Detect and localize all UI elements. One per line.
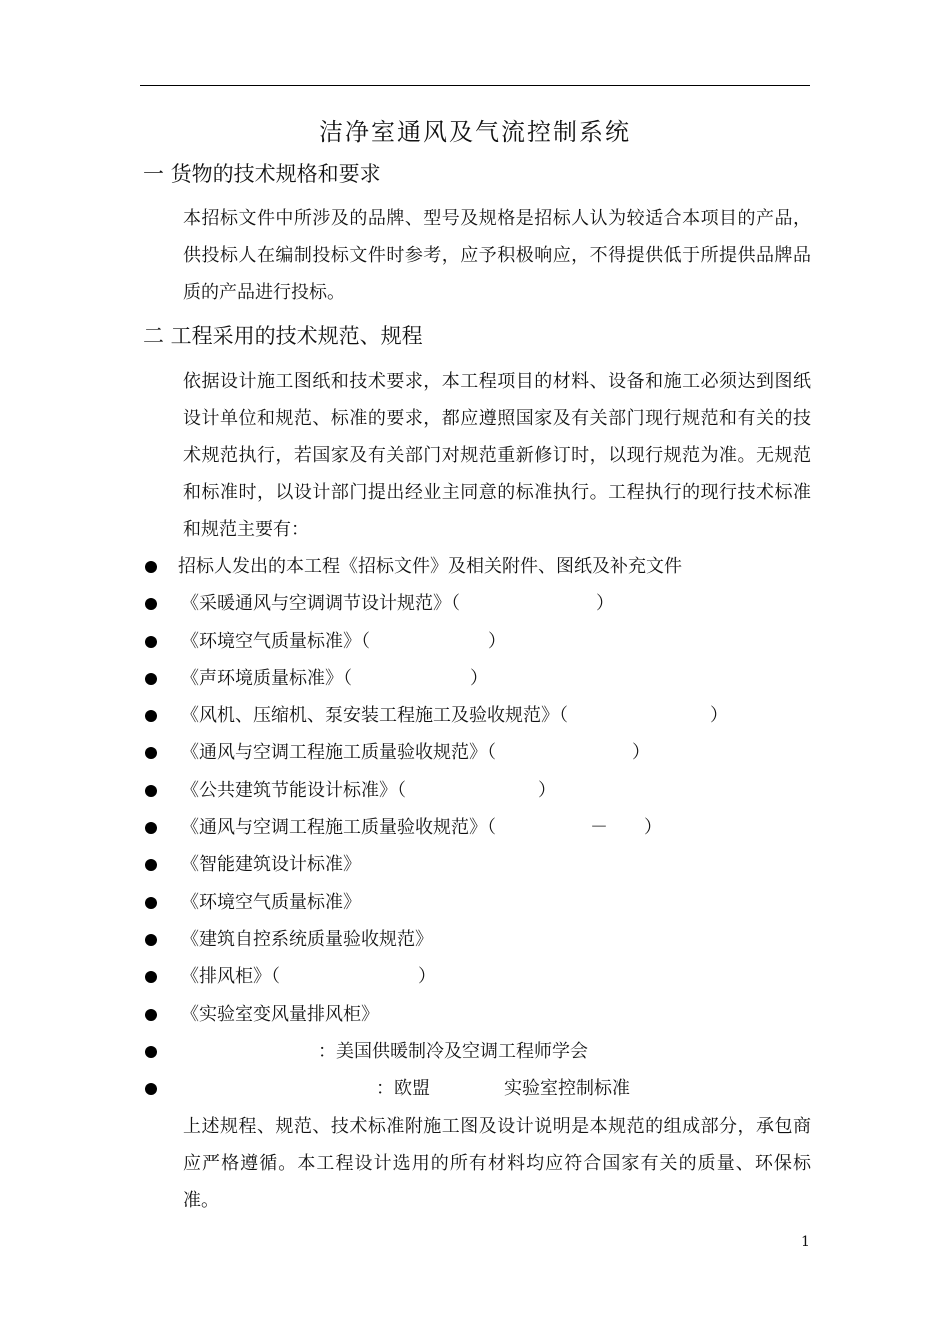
list-item: [143, 958, 811, 995]
bullet-icon: [145, 859, 157, 871]
list-item-text: 《实验室变风量排风柜》: [181, 1003, 379, 1025]
list-item: [143, 734, 811, 771]
list-item-text: 《环境空气质量标准》: [181, 891, 361, 913]
list-item-text: 《智能建筑设计标准》: [181, 854, 361, 876]
bullet-icon: [145, 598, 157, 610]
list-item: [143, 585, 811, 622]
closing-text: 上述规程、规范、技术标准附施工图及设计说明是本规范的组成部分，承包商应严格遵循。本工程设计选用的所有材料均应符合国家有关的质量、环保标准。: [183, 1116, 811, 1211]
bullet-icon: [145, 673, 157, 685]
list-item-tail: 实验室控制标准: [504, 1078, 630, 1100]
list-item-close: ）: [488, 630, 506, 652]
list-item-text: 《环境空气质量标准》（: [181, 630, 370, 652]
section-1-paragraph: [143, 200, 811, 311]
list-item: [143, 1070, 811, 1107]
section-2-heading: 二 工程采用的技术规范、规程: [143, 324, 423, 348]
header-rule: [140, 85, 810, 86]
list-item: [143, 772, 811, 809]
bullet-icon: [145, 971, 157, 983]
closing-paragraph: [143, 1108, 811, 1219]
list-item: [143, 660, 811, 697]
list-item: [143, 623, 811, 660]
list-item-close: ）: [596, 593, 614, 615]
list-item: [143, 884, 811, 921]
list-item-text: 招标人发出的本工程《招标文件》及相关附件、图纸及补充文件: [178, 556, 682, 577]
bullet-icon: [145, 710, 157, 722]
bullet-icon: [145, 747, 157, 759]
list-item-text: 《排风柜》（: [181, 966, 280, 988]
list-item-close: ）: [710, 705, 728, 727]
list-item-dash: －: [590, 817, 608, 839]
list-item-text: 《采暖通风与空调调节设计规范》（: [181, 593, 460, 615]
list-item-close: ）: [644, 817, 662, 839]
list-item: [143, 846, 811, 883]
list-item-text: ：美国供暖制冷及空调工程师学会: [318, 1040, 588, 1062]
list-item-close: ）: [470, 667, 488, 689]
bullet-icon: [145, 561, 157, 573]
list-item: [143, 996, 811, 1033]
list-item: [143, 697, 811, 734]
list-item-close: ）: [418, 966, 436, 988]
section-2-text: 依据设计施工图纸和技术要求，本工程项目的材料、设备和施工必须达到图纸设计单位和规范、标准的要求，都应遵照国家及有关部门现行规范和有关的技术规范执行，若国家及有关部门对规范重新修订时，以现行规范为准。无规范和标准时，以设计部门提出经业主同意的标准执行。工程执行的现行技术标准和规范主要有：: [183, 371, 811, 540]
section-2-paragraph: [143, 363, 811, 548]
document-title: 洁净室通风及气流控制系统: [319, 118, 631, 146]
list-item-text: 《风机、压缩机、泵安装工程施工及验收规范》（: [181, 705, 568, 727]
list-item-close: ）: [632, 742, 650, 764]
bullet-icon: [145, 1046, 157, 1058]
bullet-icon: [145, 1083, 157, 1095]
list-item-text: 《通风与空调工程施工质量验收规范》（: [181, 742, 496, 764]
bullet-icon: [145, 934, 157, 946]
list-item-text: 《建筑自控系统质量验收规范》: [181, 928, 433, 950]
section-1-heading: 一 货物的技术规格和要求: [143, 162, 381, 186]
bullet-icon: [145, 897, 157, 909]
bullet-icon: [145, 1009, 157, 1021]
list-item-text: 《声环境质量标准》（: [181, 667, 352, 689]
section-1-text: 本招标文件中所涉及的品牌、型号及规格是招标人认为较适合本项目的产品，供投标人在编制投标文件时参考，应予积极响应，不得提供低于所提供品牌品质的产品进行投标。: [183, 208, 811, 303]
standards-list: [143, 548, 811, 1107]
list-item-text: ：欧盟: [376, 1078, 430, 1100]
list-item-text: 《公共建筑节能设计标准》（: [181, 779, 406, 801]
list-item: [143, 548, 811, 585]
list-item: [143, 921, 811, 958]
list-item-close: ）: [538, 779, 556, 801]
list-item: [143, 809, 811, 846]
list-item: [143, 1033, 811, 1070]
bullet-icon: [145, 636, 157, 648]
bullet-icon: [145, 822, 157, 834]
list-item-text: 《通风与空调工程施工质量验收规范》（: [181, 817, 496, 839]
page-number: 1: [801, 1234, 810, 1250]
bullet-icon: [145, 785, 157, 797]
